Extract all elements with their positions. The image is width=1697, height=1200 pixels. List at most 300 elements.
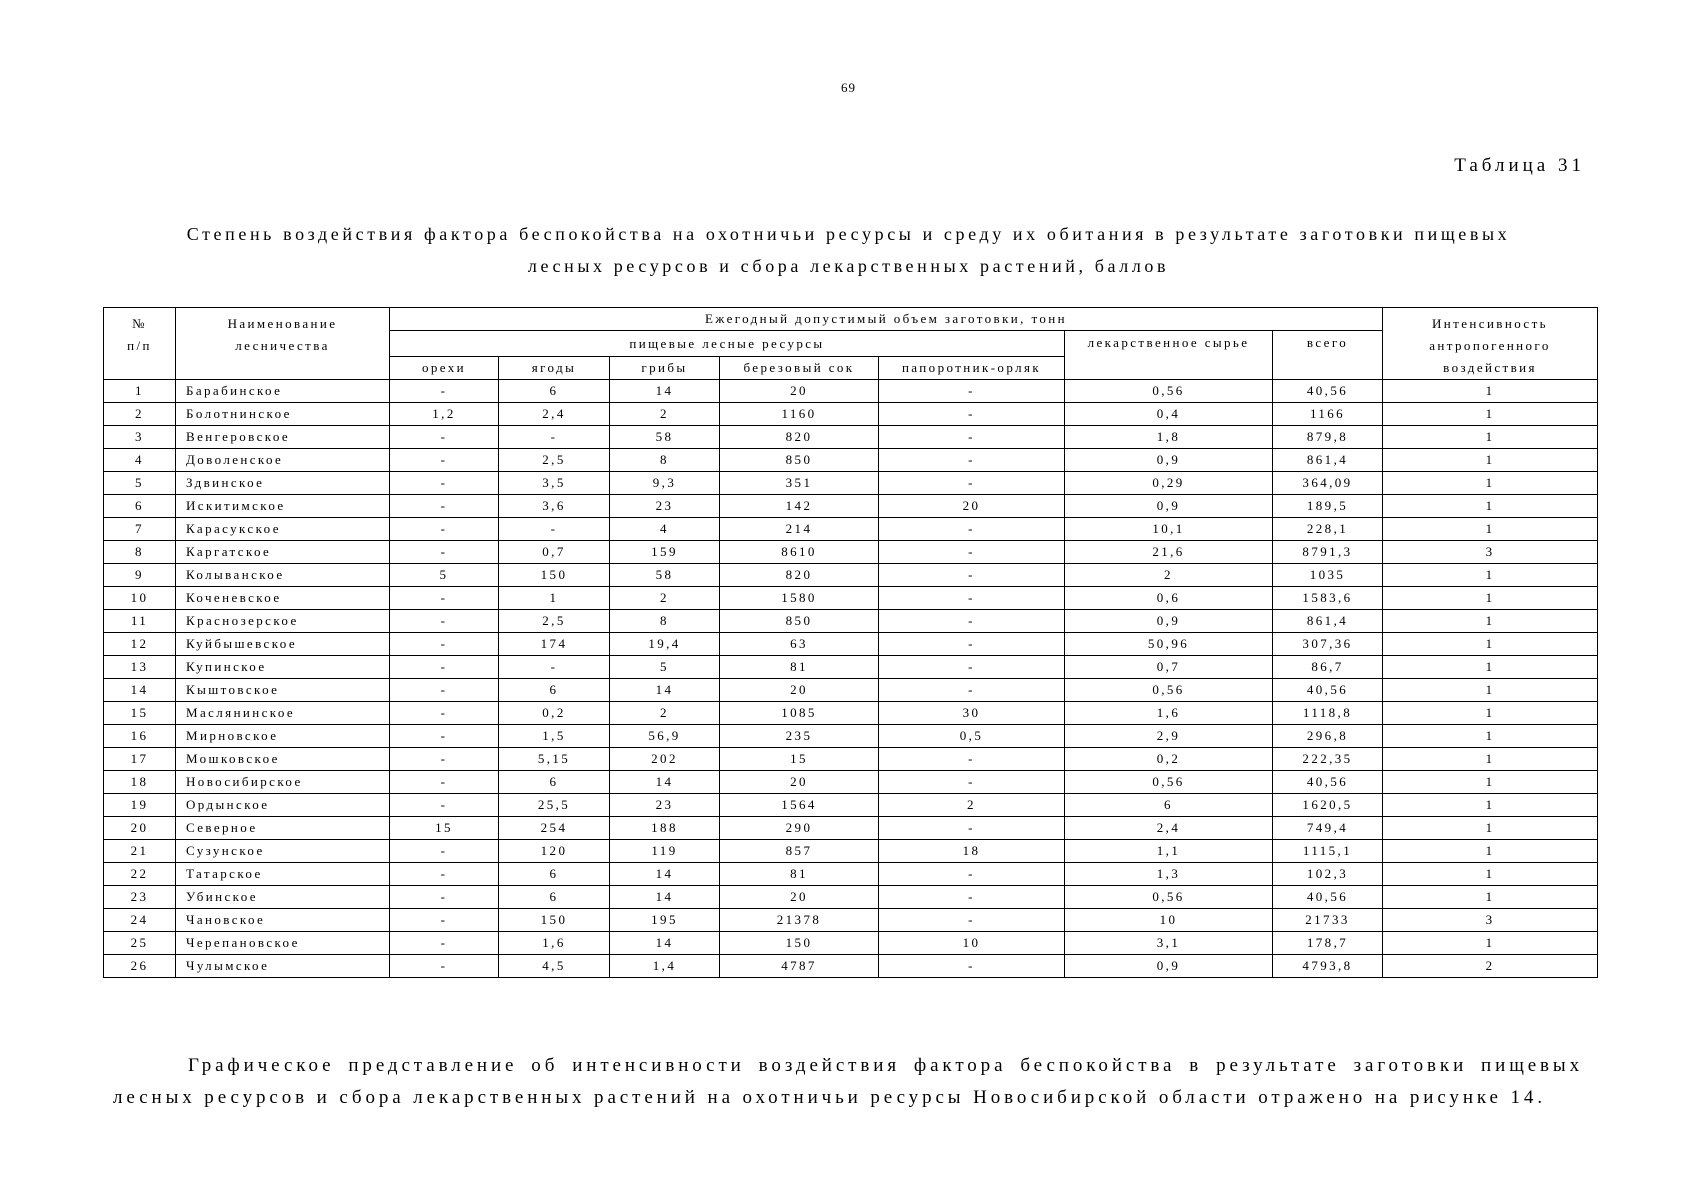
- fern-value: -: [879, 518, 1065, 541]
- berries-value: 150: [499, 909, 610, 932]
- berries-value: 1: [499, 587, 610, 610]
- berries-value: -: [499, 518, 610, 541]
- total-value: 40,56: [1273, 679, 1383, 702]
- fern-value: 30: [879, 702, 1065, 725]
- table-row: [104, 587, 1598, 610]
- medicinal-value: 0,56: [1065, 380, 1273, 403]
- total-value: 1035: [1273, 564, 1383, 587]
- table-row: [104, 863, 1598, 886]
- intensity-value: 3: [1383, 541, 1598, 564]
- header-number-line-1: №: [132, 316, 147, 331]
- intensity-value: 1: [1383, 794, 1598, 817]
- fern-value: -: [879, 633, 1065, 656]
- berries-value: 150: [499, 564, 610, 587]
- mushrooms-value: 56,9: [610, 725, 720, 748]
- mushrooms-value: 8: [610, 449, 720, 472]
- forestry-name: Ордынское: [176, 794, 390, 817]
- row-number: 24: [104, 909, 176, 932]
- birch-sap-value: 235: [720, 725, 879, 748]
- row-number: 16: [104, 725, 176, 748]
- fern-value: -: [879, 449, 1065, 472]
- berries-value: 120: [499, 840, 610, 863]
- medicinal-value: 0,9: [1065, 449, 1273, 472]
- mushrooms-value: 4: [610, 518, 720, 541]
- berries-value: 6: [499, 679, 610, 702]
- intensity-value: 1: [1383, 403, 1598, 426]
- nuts-value: 1,2: [390, 403, 499, 426]
- row-number: 14: [104, 679, 176, 702]
- row-number: 19: [104, 794, 176, 817]
- row-number: 15: [104, 702, 176, 725]
- mushrooms-value: 8: [610, 610, 720, 633]
- nuts-value: -: [390, 495, 499, 518]
- nuts-value: -: [390, 679, 499, 702]
- forestry-name: Маслянинское: [176, 702, 390, 725]
- medicinal-value: 2: [1065, 564, 1273, 587]
- birch-sap-value: 15: [720, 748, 879, 771]
- fern-value: -: [879, 541, 1065, 564]
- medicinal-value: 0,9: [1065, 610, 1273, 633]
- nuts-value: -: [390, 955, 499, 978]
- birch-sap-value: 290: [720, 817, 879, 840]
- row-number: 3: [104, 426, 176, 449]
- mushrooms-value: 188: [610, 817, 720, 840]
- intensity-value: 1: [1383, 817, 1598, 840]
- intensity-value: 1: [1383, 449, 1598, 472]
- total-value: 364,09: [1273, 472, 1383, 495]
- intensity-value: 1: [1383, 702, 1598, 725]
- nuts-value: -: [390, 426, 499, 449]
- header-food-resources: пищевые лесные ресурсы: [390, 331, 1065, 357]
- row-number: 17: [104, 748, 176, 771]
- intensity-value: 1: [1383, 633, 1598, 656]
- header-total: всего: [1273, 331, 1383, 380]
- row-number: 23: [104, 886, 176, 909]
- nuts-value: -: [390, 633, 499, 656]
- forestry-name: Сузунское: [176, 840, 390, 863]
- total-value: 749,4: [1273, 817, 1383, 840]
- medicinal-value: 50,96: [1065, 633, 1273, 656]
- intensity-value: 1: [1383, 610, 1598, 633]
- birch-sap-value: 20: [720, 380, 879, 403]
- berries-value: 6: [499, 863, 610, 886]
- nuts-value: -: [390, 748, 499, 771]
- berries-value: 6: [499, 380, 610, 403]
- fern-value: -: [879, 909, 1065, 932]
- nuts-value: -: [390, 725, 499, 748]
- header-annual-volume: Ежегодный допустимый объем заготовки, тонн: [390, 308, 1383, 331]
- table-row: [104, 679, 1598, 702]
- mushrooms-value: 23: [610, 495, 720, 518]
- medicinal-value: 0,4: [1065, 403, 1273, 426]
- forestry-name: Колыванское: [176, 564, 390, 587]
- medicinal-value: 1,1: [1065, 840, 1273, 863]
- medicinal-value: 1,6: [1065, 702, 1273, 725]
- forestry-name: Северное: [176, 817, 390, 840]
- total-value: 189,5: [1273, 495, 1383, 518]
- berries-value: 2,4: [499, 403, 610, 426]
- nuts-value: -: [390, 449, 499, 472]
- berries-value: 2,5: [499, 449, 610, 472]
- row-number: 25: [104, 932, 176, 955]
- total-value: 1115,1: [1273, 840, 1383, 863]
- table-row: [104, 702, 1598, 725]
- forestry-name: Коченевское: [176, 587, 390, 610]
- forestry-name: Куйбышевское: [176, 633, 390, 656]
- intensity-value: 1: [1383, 679, 1598, 702]
- table-row: [104, 633, 1598, 656]
- header-mushrooms: грибы: [610, 357, 720, 380]
- header-forestry-name: [176, 308, 390, 380]
- total-value: 1620,5: [1273, 794, 1383, 817]
- total-value: 861,4: [1273, 449, 1383, 472]
- forestry-name: Доволенское: [176, 449, 390, 472]
- mushrooms-value: 159: [610, 541, 720, 564]
- forestry-name: Кыштовское: [176, 679, 390, 702]
- berries-value: -: [499, 426, 610, 449]
- forestry-name: Болотнинское: [176, 403, 390, 426]
- intensity-value: 1: [1383, 771, 1598, 794]
- nuts-value: -: [390, 472, 499, 495]
- fern-value: -: [879, 656, 1065, 679]
- birch-sap-value: 214: [720, 518, 879, 541]
- total-value: 178,7: [1273, 932, 1383, 955]
- intensity-value: 1: [1383, 748, 1598, 771]
- table-row: [104, 380, 1598, 403]
- mushrooms-value: 14: [610, 863, 720, 886]
- header-intensity: [1383, 308, 1598, 380]
- mushrooms-value: 14: [610, 886, 720, 909]
- birch-sap-value: 850: [720, 610, 879, 633]
- intensity-value: 1: [1383, 840, 1598, 863]
- berries-value: 0,2: [499, 702, 610, 725]
- total-value: 296,8: [1273, 725, 1383, 748]
- forestry-name: Здвинское: [176, 472, 390, 495]
- total-value: 4793,8: [1273, 955, 1383, 978]
- fern-value: -: [879, 610, 1065, 633]
- row-number: 13: [104, 656, 176, 679]
- forestry-name: Барабинское: [176, 380, 390, 403]
- berries-value: 174: [499, 633, 610, 656]
- table-row: [104, 541, 1598, 564]
- forestry-name: Мошковское: [176, 748, 390, 771]
- forestry-name: Искитимское: [176, 495, 390, 518]
- nuts-value: -: [390, 541, 499, 564]
- table-row: [104, 909, 1598, 932]
- total-value: 40,56: [1273, 771, 1383, 794]
- row-number: 26: [104, 955, 176, 978]
- mushrooms-value: 14: [610, 679, 720, 702]
- berries-value: 6: [499, 771, 610, 794]
- forestry-name: Каргатское: [176, 541, 390, 564]
- fern-value: -: [879, 587, 1065, 610]
- fern-value: -: [879, 771, 1065, 794]
- fern-value: 10: [879, 932, 1065, 955]
- birch-sap-value: 20: [720, 679, 879, 702]
- fern-value: -: [879, 380, 1065, 403]
- forestry-name: Краснозерское: [176, 610, 390, 633]
- row-number: 4: [104, 449, 176, 472]
- table-row: [104, 656, 1598, 679]
- header-intensity-line-1: Интенсивность: [1432, 316, 1548, 331]
- birch-sap-value: 63: [720, 633, 879, 656]
- row-number: 8: [104, 541, 176, 564]
- intensity-value: 1: [1383, 426, 1598, 449]
- nuts-value: -: [390, 909, 499, 932]
- total-value: 102,3: [1273, 863, 1383, 886]
- table-row: [104, 771, 1598, 794]
- mushrooms-value: 14: [610, 932, 720, 955]
- birch-sap-value: 8610: [720, 541, 879, 564]
- mushrooms-value: 1,4: [610, 955, 720, 978]
- medicinal-value: 10,1: [1065, 518, 1273, 541]
- table-row: [104, 472, 1598, 495]
- table-row: [104, 840, 1598, 863]
- intensity-value: 1: [1383, 863, 1598, 886]
- total-value: 21733: [1273, 909, 1383, 932]
- medicinal-value: 2,9: [1065, 725, 1273, 748]
- row-number: 12: [104, 633, 176, 656]
- birch-sap-value: 150: [720, 932, 879, 955]
- header-fern: папоротник-орляк: [879, 357, 1065, 380]
- mushrooms-value: 14: [610, 771, 720, 794]
- medicinal-value: 21,6: [1065, 541, 1273, 564]
- medicinal-value: 0,9: [1065, 955, 1273, 978]
- table-row: [104, 932, 1598, 955]
- table-body: [104, 380, 1598, 978]
- intensity-value: 3: [1383, 909, 1598, 932]
- mushrooms-value: 202: [610, 748, 720, 771]
- mushrooms-value: 2: [610, 702, 720, 725]
- medicinal-value: 10: [1065, 909, 1273, 932]
- birch-sap-value: 1160: [720, 403, 879, 426]
- fern-value: 0,5: [879, 725, 1065, 748]
- birch-sap-value: 820: [720, 564, 879, 587]
- total-value: 307,36: [1273, 633, 1383, 656]
- header-medicinal: лекарственное сырье: [1065, 331, 1273, 380]
- forestry-name: Карасукское: [176, 518, 390, 541]
- mushrooms-value: 58: [610, 426, 720, 449]
- medicinal-value: 0,2: [1065, 748, 1273, 771]
- berries-value: 25,5: [499, 794, 610, 817]
- total-value: 86,7: [1273, 656, 1383, 679]
- total-value: 1166: [1273, 403, 1383, 426]
- nuts-value: -: [390, 518, 499, 541]
- berries-value: 2,5: [499, 610, 610, 633]
- intensity-value: 1: [1383, 564, 1598, 587]
- harvest-impact-table: [103, 307, 1598, 978]
- fern-value: -: [879, 679, 1065, 702]
- birch-sap-value: 1085: [720, 702, 879, 725]
- fern-value: -: [879, 426, 1065, 449]
- medicinal-value: 0,7: [1065, 656, 1273, 679]
- table-row: [104, 426, 1598, 449]
- fern-value: 18: [879, 840, 1065, 863]
- table-row: [104, 725, 1598, 748]
- birch-sap-value: 820: [720, 426, 879, 449]
- header-number: [104, 308, 176, 380]
- mushrooms-value: 9,3: [610, 472, 720, 495]
- row-number: 2: [104, 403, 176, 426]
- total-value: 228,1: [1273, 518, 1383, 541]
- nuts-value: -: [390, 863, 499, 886]
- birch-sap-value: 21378: [720, 909, 879, 932]
- mushrooms-value: 23: [610, 794, 720, 817]
- nuts-value: -: [390, 932, 499, 955]
- berries-value: 1,5: [499, 725, 610, 748]
- birch-sap-value: 850: [720, 449, 879, 472]
- table-title-line-1: Степень воздействия фактора беспокойства на охотничьи ресурсы и среду их обитания в результате заготовки пищевых: [186, 224, 1511, 244]
- birch-sap-value: 142: [720, 495, 879, 518]
- nuts-value: 5: [390, 564, 499, 587]
- nuts-value: -: [390, 886, 499, 909]
- fern-value: -: [879, 472, 1065, 495]
- total-value: 222,35: [1273, 748, 1383, 771]
- row-number: 11: [104, 610, 176, 633]
- berries-value: 6: [499, 886, 610, 909]
- birch-sap-value: 81: [720, 863, 879, 886]
- nuts-value: -: [390, 380, 499, 403]
- forestry-name: Мирновское: [176, 725, 390, 748]
- table-row: [104, 495, 1598, 518]
- table-row: [104, 610, 1598, 633]
- berries-value: 4,5: [499, 955, 610, 978]
- page-number: 69: [841, 80, 856, 95]
- row-number: 1: [104, 380, 176, 403]
- fern-value: -: [879, 955, 1065, 978]
- berries-value: 3,6: [499, 495, 610, 518]
- berries-value: 1,6: [499, 932, 610, 955]
- medicinal-value: 0,6: [1065, 587, 1273, 610]
- intensity-value: 1: [1383, 380, 1598, 403]
- row-number: 20: [104, 817, 176, 840]
- birch-sap-value: 20: [720, 886, 879, 909]
- forestry-name: Черепановское: [176, 932, 390, 955]
- fern-value: -: [879, 403, 1065, 426]
- header-nuts: орехи: [390, 357, 499, 380]
- header-name-line-2: лесничества: [235, 338, 330, 353]
- medicinal-value: 0,56: [1065, 771, 1273, 794]
- total-value: 1583,6: [1273, 587, 1383, 610]
- header-number-line-2: п/п: [127, 338, 152, 353]
- mushrooms-value: 119: [610, 840, 720, 863]
- berries-value: 0,7: [499, 541, 610, 564]
- birch-sap-value: 81: [720, 656, 879, 679]
- table-row: [104, 403, 1598, 426]
- table-row: [104, 449, 1598, 472]
- intensity-value: 1: [1383, 886, 1598, 909]
- medicinal-value: 1,8: [1065, 426, 1273, 449]
- table-row: [104, 748, 1598, 771]
- mushrooms-value: 19,4: [610, 633, 720, 656]
- nuts-value: -: [390, 610, 499, 633]
- medicinal-value: 6: [1065, 794, 1273, 817]
- mushrooms-value: 2: [610, 587, 720, 610]
- table-title: [100, 218, 1597, 282]
- row-number: 21: [104, 840, 176, 863]
- table-label: Таблица 31: [1454, 155, 1585, 176]
- table-row: [104, 518, 1598, 541]
- table-row: [104, 564, 1598, 587]
- forestry-name: Купинское: [176, 656, 390, 679]
- fern-value: -: [879, 564, 1065, 587]
- header-birch-sap: березовый сок: [720, 357, 879, 380]
- mushrooms-value: 5: [610, 656, 720, 679]
- birch-sap-value: 20: [720, 771, 879, 794]
- row-number: 10: [104, 587, 176, 610]
- fern-value: 20: [879, 495, 1065, 518]
- medicinal-value: 0,56: [1065, 679, 1273, 702]
- medicinal-value: 1,3: [1065, 863, 1273, 886]
- mushrooms-value: 195: [610, 909, 720, 932]
- nuts-value: -: [390, 771, 499, 794]
- intensity-value: 1: [1383, 472, 1598, 495]
- forestry-name: Венгеровское: [176, 426, 390, 449]
- forestry-name: Новосибирское: [176, 771, 390, 794]
- intensity-value: 1: [1383, 495, 1598, 518]
- nuts-value: -: [390, 587, 499, 610]
- table-title-line-2: лесных ресурсов и сбора лекарственных растений, баллов: [527, 256, 1170, 276]
- total-value: 8791,3: [1273, 541, 1383, 564]
- table-row: [104, 817, 1598, 840]
- nuts-value: -: [390, 656, 499, 679]
- fern-value: -: [879, 886, 1065, 909]
- body-paragraph: Графическое представление об интенсивности воздействия фактора беспокойства в результате заготовки пищевых лесных ресурсов и сбора лекарственных растений на охотничьи ресурсы Новосибирской области отражено на рисунке 14.: [113, 1055, 1583, 1108]
- mushrooms-value: 58: [610, 564, 720, 587]
- medicinal-value: 0,56: [1065, 886, 1273, 909]
- forestry-name: Убинское: [176, 886, 390, 909]
- table-row: [104, 794, 1598, 817]
- row-number: 22: [104, 863, 176, 886]
- row-number: 18: [104, 771, 176, 794]
- row-number: 5: [104, 472, 176, 495]
- forestry-name: Татарское: [176, 863, 390, 886]
- medicinal-value: 0,29: [1065, 472, 1273, 495]
- forestry-name: Чановское: [176, 909, 390, 932]
- birch-sap-value: 4787: [720, 955, 879, 978]
- medicinal-value: 0,9: [1065, 495, 1273, 518]
- fern-value: -: [879, 863, 1065, 886]
- nuts-value: -: [390, 702, 499, 725]
- berries-value: 5,15: [499, 748, 610, 771]
- intensity-value: 1: [1383, 932, 1598, 955]
- medicinal-value: 2,4: [1065, 817, 1273, 840]
- total-value: 40,56: [1273, 380, 1383, 403]
- table-row: [104, 886, 1598, 909]
- nuts-value: -: [390, 794, 499, 817]
- medicinal-value: 3,1: [1065, 932, 1273, 955]
- row-number: 9: [104, 564, 176, 587]
- total-value: 1118,8: [1273, 702, 1383, 725]
- birch-sap-value: 1564: [720, 794, 879, 817]
- birch-sap-value: 351: [720, 472, 879, 495]
- header-name-line-1: Наименование: [227, 316, 338, 331]
- nuts-value: 15: [390, 817, 499, 840]
- intensity-value: 1: [1383, 518, 1598, 541]
- row-number: 7: [104, 518, 176, 541]
- header-intensity-line-2: антропогенного: [1429, 338, 1551, 353]
- fern-value: -: [879, 748, 1065, 771]
- intensity-value: 1: [1383, 725, 1598, 748]
- mushrooms-value: 14: [610, 380, 720, 403]
- forestry-name: Чулымское: [176, 955, 390, 978]
- fern-value: -: [879, 817, 1065, 840]
- intensity-value: 2: [1383, 955, 1598, 978]
- header-intensity-line-3: воздействия: [1443, 360, 1537, 375]
- total-value: 879,8: [1273, 426, 1383, 449]
- intensity-value: 1: [1383, 656, 1598, 679]
- birch-sap-value: 857: [720, 840, 879, 863]
